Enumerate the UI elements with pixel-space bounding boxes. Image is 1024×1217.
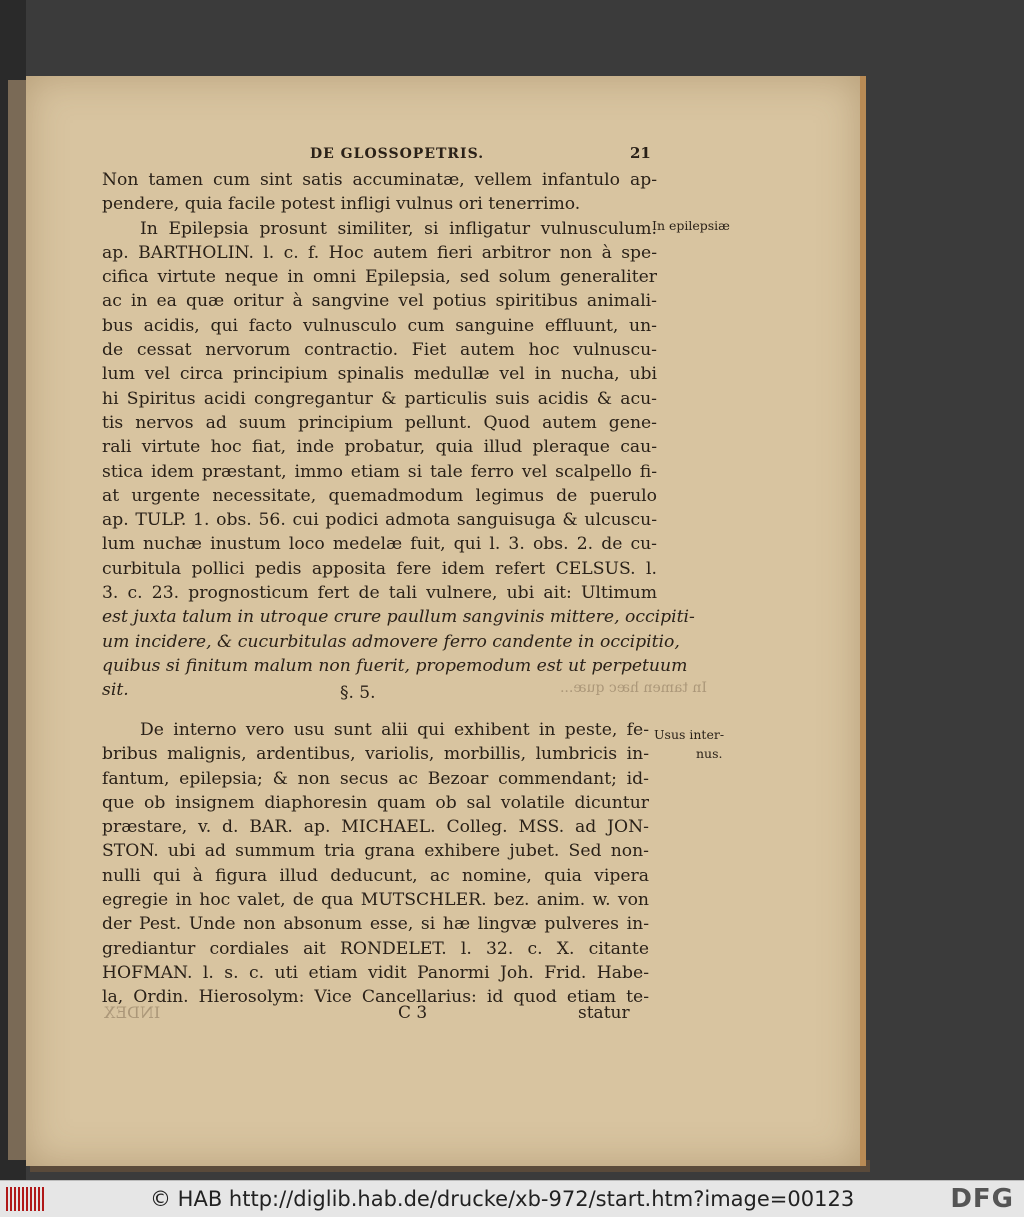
- text-line: hi Spiritus acidi congregantur & particulis suis acidis & acu-: [102, 388, 657, 409]
- catchword: statur: [578, 1003, 630, 1023]
- text-line: grediantur cordiales ait RONDELET. l. 32. c. X. citante: [102, 938, 649, 959]
- text-line: at urgente necessitate, quemadmodum legimus de puerulo: [102, 485, 657, 506]
- text-line: ac in ea quæ oritur à sangvine vel potius spiritibus animali-: [102, 291, 657, 312]
- text-line: STON. ubi ad summum tria grana exhibere jubet. Sed non-: [102, 841, 649, 862]
- text-line: stica idem præstant, immo etiam si tale ferro vel scalpello fi-: [102, 461, 657, 482]
- text-line: lum nuchæ inustum loco medelæ fuit, qui l. 3. obs. 2. de cu-: [102, 534, 657, 555]
- text-line: HOFMAN. l. s. c. uti etiam vidit Panormi Joh. Frid. Habe-: [102, 962, 649, 983]
- text-block-bottom: [102, 718, 649, 1010]
- text-line: nulli qui à figura illud deducunt, ac nomine, quia vipera: [102, 865, 649, 886]
- bleed-through-text: In tamen hæc quæ...: [560, 680, 707, 696]
- dfg-logo: DFG: [950, 1184, 1014, 1214]
- text-line: ap. BARTHOLIN. l. c. f. Hoc autem fieri arbitror non à spe-: [102, 242, 657, 263]
- text-line: Non tamen cum sint satis accuminatæ, vellem infantulo ap-: [102, 170, 657, 190]
- text-line: um incidere, & cucurbitulas admovere ferro candente in occipitio,: [102, 631, 680, 652]
- text-line: la, Ordin. Hierosolym: Vice Cancellarius: id quod etiam te-: [102, 987, 649, 1008]
- text-line: der Pest. Unde non absonum esse, si hæ lingvæ pulveres in-: [102, 914, 649, 935]
- text-line: que ob insignem diaphoresin quam ob sal volatile dicuntur: [102, 792, 649, 813]
- text-line: de cessat nervorum contractio. Fiet autem hoc vulnuscu-: [102, 340, 657, 361]
- text-line: cifica virtute neque in omni Epilepsia, sed solum generaliter: [102, 267, 657, 288]
- text-line: 3. c. 23. prognosticum fert de tali vulnere, ubi ait: Ultimum: [102, 583, 657, 604]
- text-line: bribus malignis, ardentibus, variolis, morbillis, lumbricis in-: [102, 744, 649, 765]
- page-number: 21: [630, 144, 651, 162]
- text-line: est juxta talum in utroque crure paullum sangvinis mittere, occipiti-: [102, 607, 695, 628]
- text-line: rali virtute hoc fiat, inde probatur, quia illud pleraque cau-: [102, 437, 657, 458]
- signature-mark: C 3: [398, 1003, 428, 1023]
- margin-note-epilepsy: In epilepsiæ: [652, 218, 730, 233]
- text-line: tis nervos ad suum principium pellunt. Quod autem gene-: [102, 412, 657, 433]
- text-line: egregie in hoc valet, de qua MUTSCHLER. bez. anim. w. von: [102, 890, 649, 911]
- text-line: curbitula pollici pedis apposita fere idem refert CELSUS. l.: [102, 558, 657, 579]
- text-line: quibus si finitum malum non fuerit, propemodum est ut perpetuum: [102, 655, 688, 676]
- text-line: bus acidis, qui facto vulnusculo cum sanguine effluunt, un-: [102, 315, 657, 336]
- text-line: lum vel circa principium spinalis medullæ vel in nucha, ubi: [102, 364, 657, 385]
- copyright-link[interactable]: © HAB http://diglib.hab.de/drucke/xb-972/start.htm?image=00123: [150, 1187, 855, 1211]
- text-line: In Epilepsia prosunt similiter, si infligatur vulnusculum.: [140, 218, 657, 239]
- running-head: DE GLOSSOPETRIS.: [310, 146, 485, 162]
- margin-note-usus: Usus inter-: [654, 727, 725, 742]
- library-barcode-icon: [6, 1187, 46, 1211]
- text-line: pendere, quia facile potest infligi vulnus ori tenerrimo.: [102, 194, 581, 215]
- section-heading: §. 5.: [340, 683, 376, 703]
- viewer-footer: [0, 1180, 1024, 1217]
- text-line: sit.: [102, 680, 129, 701]
- text-line: De interno vero usu sunt alii qui exhibent in peste, fe-: [140, 720, 649, 740]
- text-line: ap. TULP. 1. obs. 56. cui podici admota sanguisuga & ulcuscu-: [102, 510, 657, 531]
- text-line: fantum, epilepsia; & non secus ac Bezoar commendant; id-: [102, 768, 649, 789]
- text-line: præstare, v. d. BAR. ap. MICHAEL. Colleg. MSS. ad JON-: [102, 817, 649, 838]
- bleed-through-text: INDEX: [104, 1003, 161, 1022]
- margin-note-internus: nus.: [696, 746, 723, 761]
